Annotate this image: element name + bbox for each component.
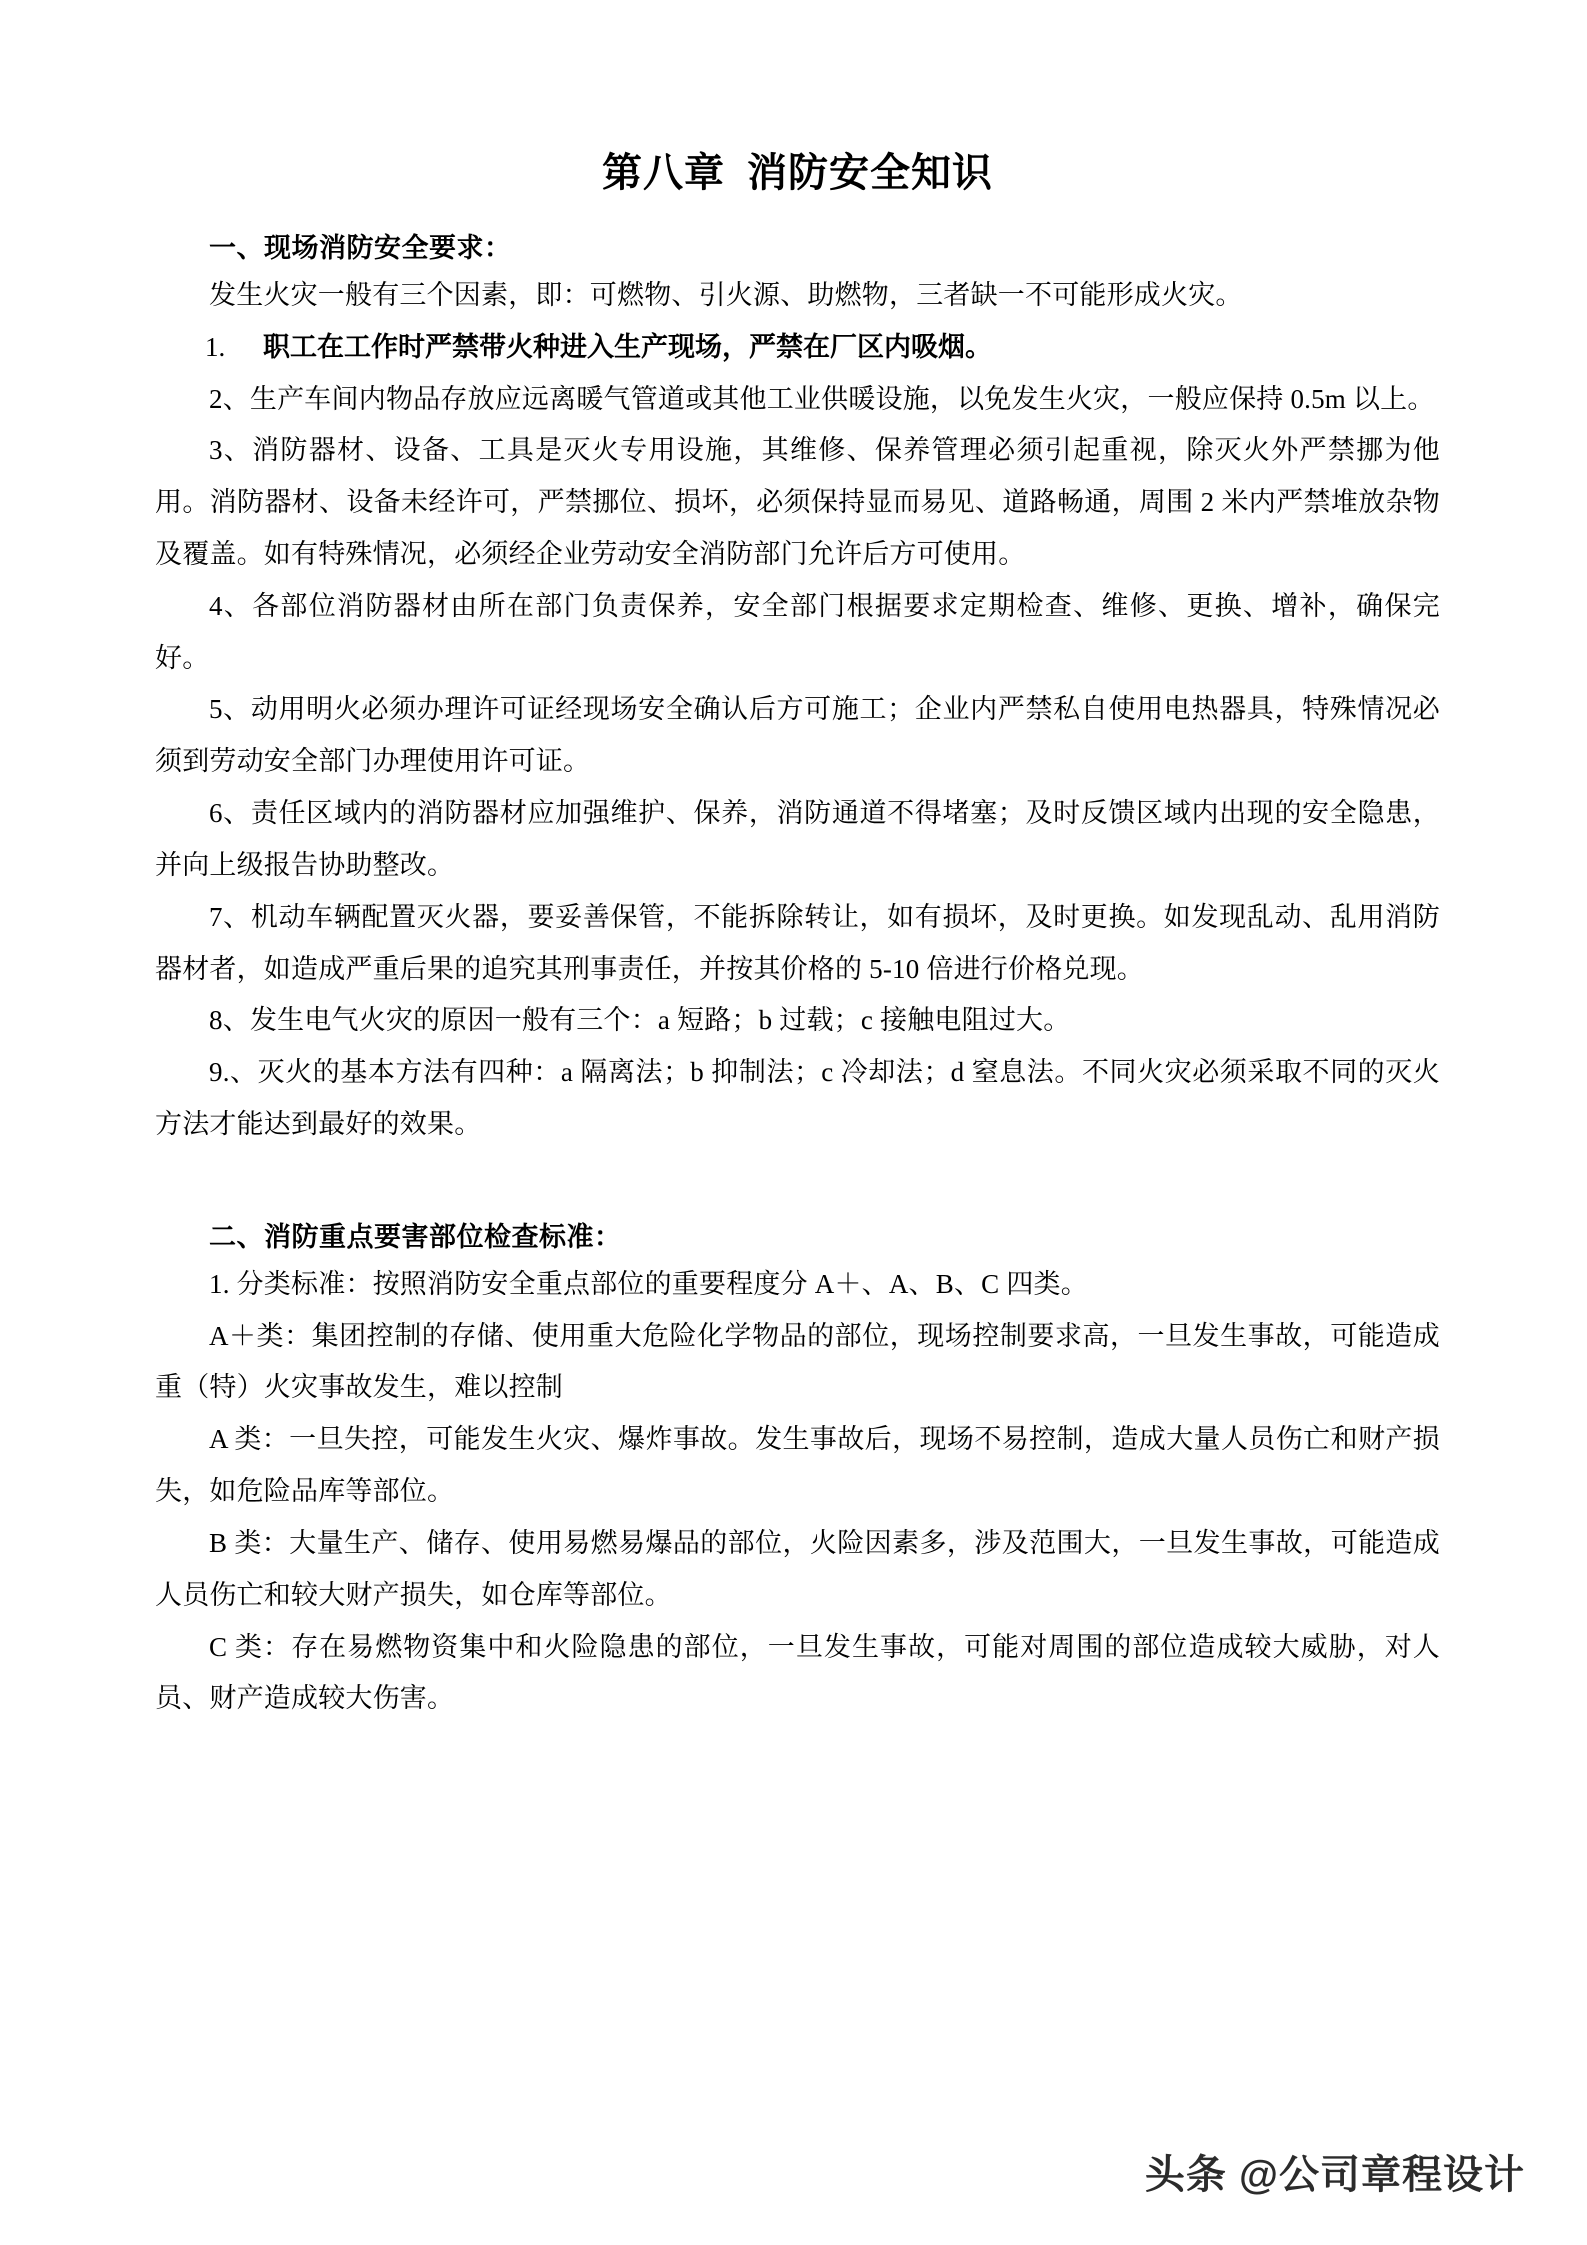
page-title: 第八章 消防安全知识 (602, 150, 993, 195)
classification-standard-paragraph: 1. 分类标准：按照消防安全重点部位的重要程度分 A＋、A、B、C 四类。 (209, 1268, 1088, 1299)
list-item-4: 4、各部位消防器材由所在部门负责保养，安全部门根据要求定期检查、维修、更换、增补，确保完好。 (155, 590, 1440, 673)
class-b-paragraph: B 类：大量生产、储存、使用易燃易爆品的部位，火险因素多，涉及范围大，一旦发生事故，可能造成人员伤亡和较大财产损失，如仓库等部位。 (155, 1527, 1440, 1610)
section-spacer (155, 1151, 1440, 1217)
list-item-9: 9.、灭火的基本方法有四种：a 隔离法；b 抑制法；c 冷却法；d 窒息法。不同火灾必须采取不同的灭火方法才能达到最好的效果。 (155, 1057, 1440, 1140)
class-c-paragraph: C 类：存在易燃物资集中和火险隐患的部位，一旦发生事故，可能对周围的部位造成较大威胁，对人员、财产造成较大伤害。 (155, 1631, 1440, 1714)
list-item-8: 8、发生电气火灾的原因一般有三个：a 短路；b 过载；c 接触电阻过大。 (209, 1005, 1071, 1036)
list-item-6: 6、责任区域内的消防器材应加强维护、保养，消防通道不得堵塞；及时反馈区域内出现的安全隐患，并向上级报告协助整改。 (155, 798, 1440, 880)
list-item-7: 7、机动车辆配置灭火器，要妥善保管，不能拆除转让，如有损坏，及时更换。如发现乱动、乱用消防器材者，如造成严重后果的追究其刑事责任，并按其价格的 5-10 倍进行价格兑现。 (155, 901, 1440, 984)
list-item-1-text: 职工在工作时严禁带火种进入生产现场，严禁在厂区内吸烟。 (263, 331, 992, 362)
list-item-1 (155, 322, 1440, 374)
section-heading-key-area-inspection-standard: 二、消防重点要害部位检查标准： (209, 1221, 622, 1252)
class-a-paragraph: A 类：一旦失控，可能发生火灾、爆炸事故。发生事故后，现场不易控制，造成大量人员伤亡和财产损失，如危险品库等部位。 (155, 1424, 1440, 1507)
class-a-plus-paragraph: A＋类：集团控制的存储、使用重大危险化学物品的部位，现场控制要求高，一旦发生事故，可能造成重（特）火灾事故发生，难以控制 (155, 1320, 1440, 1403)
list-item-2: 2、生产车间内物品存放应远离暖气管道或其他工业供暖设施，以免发生火灾，一般应保持 0.5m 以上。 (209, 383, 1435, 414)
list-item-1-marker: 1. (205, 331, 226, 362)
list-item-3: 3、消防器材、设备、工具是灭火专用设施，其维修、保养管理必须引起重视，除灭火外严禁挪为他用。消防器材、设备未经许可，严禁挪位、损坏，必须保持显而易见、道路畅通，周围 2 米内严禁堆放杂物及覆盖。如有特殊情况，必须经企业劳动安全消防部门允许后方可使用。 (155, 435, 1440, 569)
paragraph-fire-factors-intro: 发生火灾一般有三个因素，即：可燃物、引火源、助燃物，三者缺一不可能形成火灾。 (209, 279, 1243, 310)
watermark-label: 头条 @公司章程设计 (1144, 2153, 1525, 2197)
list-item-5: 5、动用明火必须办理许可证经现场安全确认后方可施工；企业内严禁私自使用电热器具，特殊情况必须到劳动安全部门办理使用许可证。 (155, 694, 1440, 777)
section-heading-fire-safety-requirements: 一、现场消防安全要求： (209, 233, 512, 263)
document-body (155, 0, 1440, 1725)
